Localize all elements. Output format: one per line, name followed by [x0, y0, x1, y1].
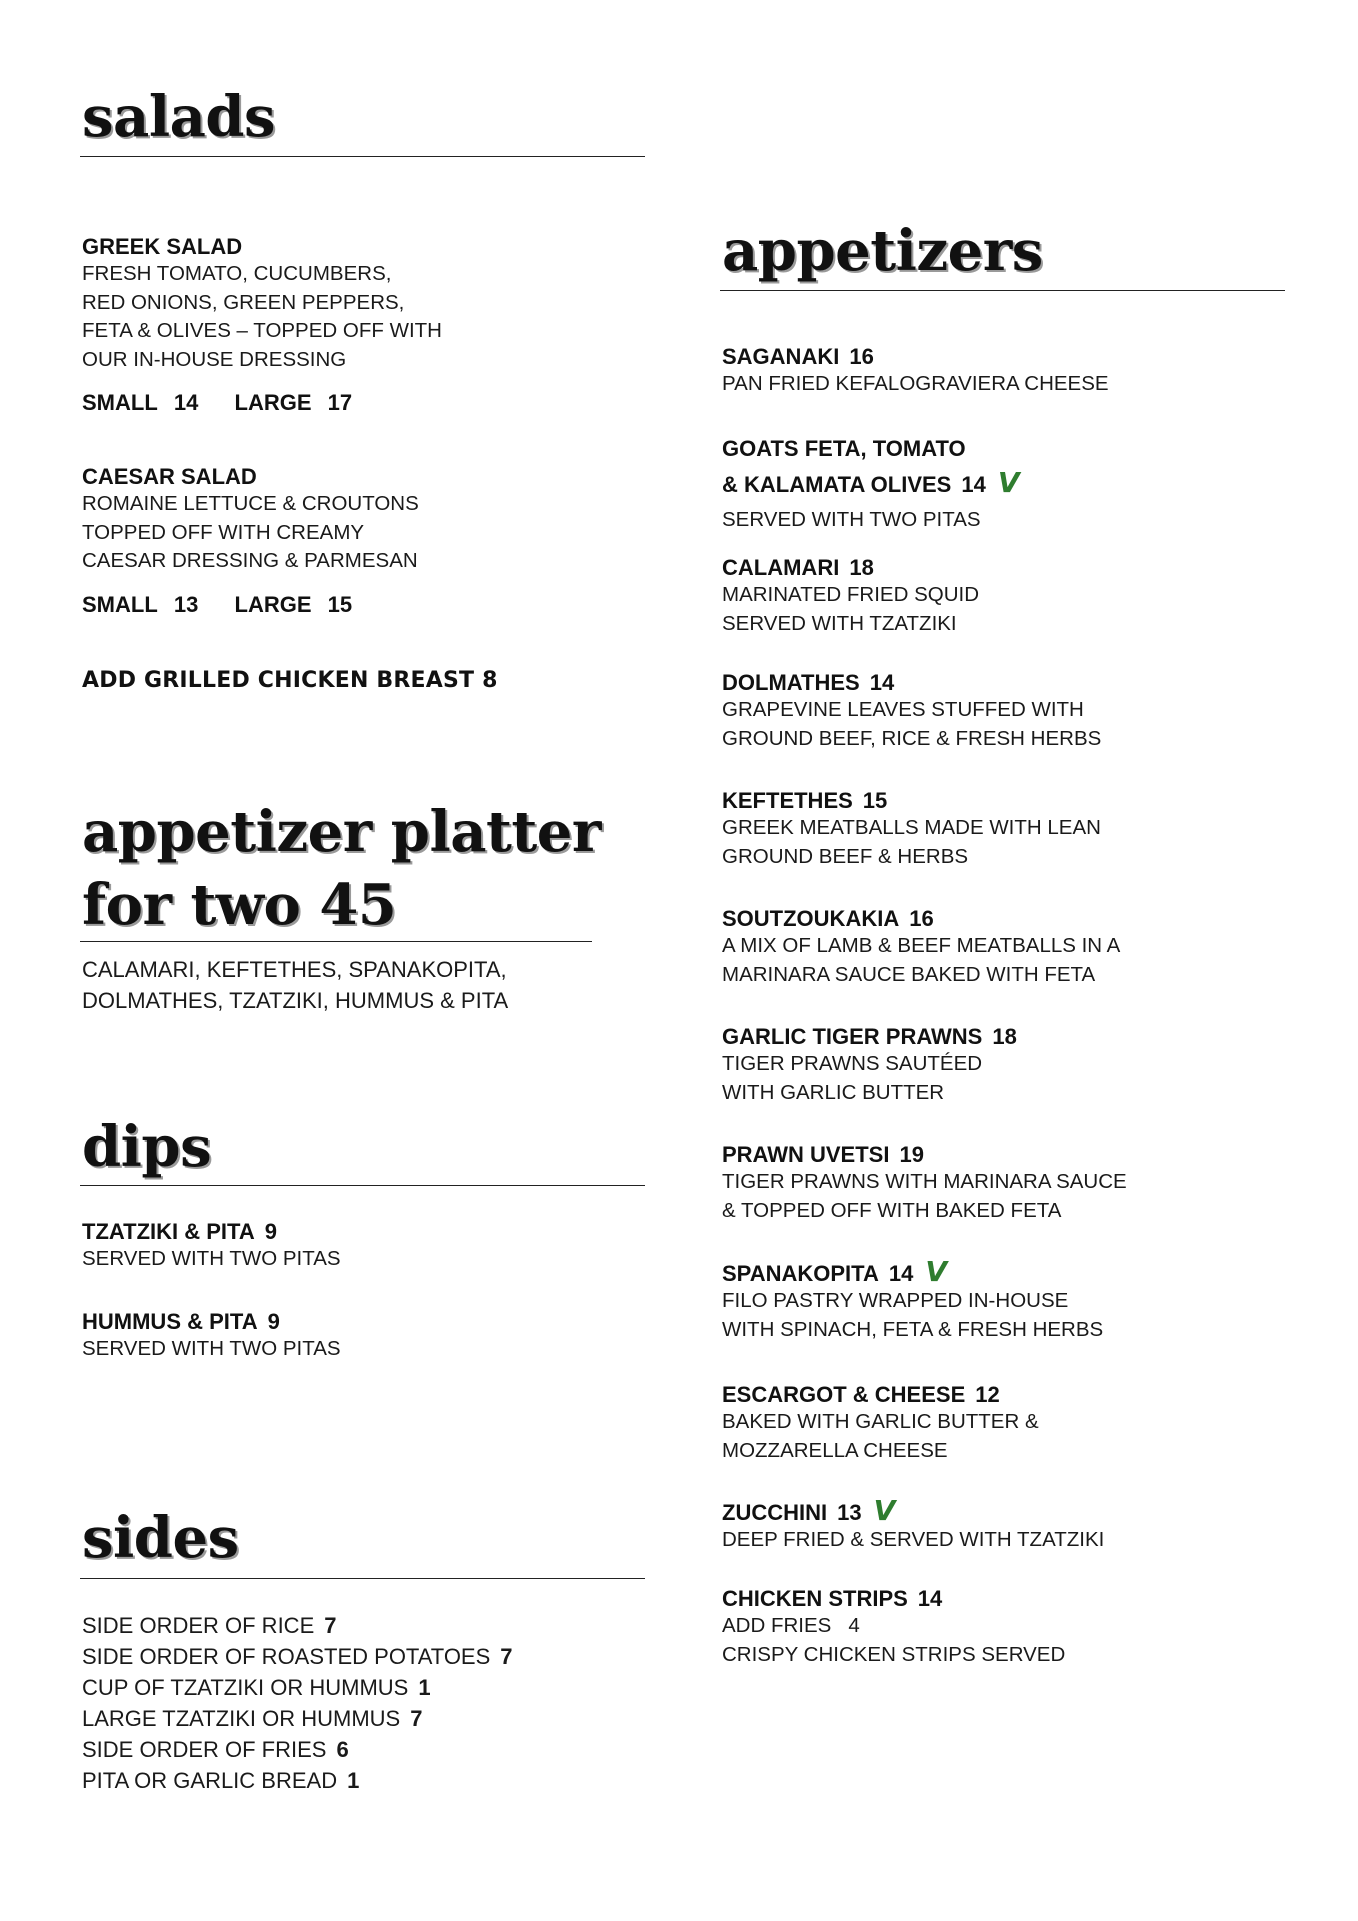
platter-desc-1: CALAMARI, KEFTETHES, SPANAKOPITA,	[82, 957, 507, 982]
appetizer-title: ESCARGOT & CHEESE	[722, 1382, 966, 1407]
appetizer-price: 16	[909, 906, 934, 931]
salads-divider	[80, 156, 645, 157]
side-price: 7	[500, 1644, 513, 1669]
side-label: SIDE ORDER OF RICE	[82, 1613, 315, 1638]
appetizer-desc: SERVED WITH TWO PITAS	[722, 508, 981, 531]
side-item	[82, 1765, 513, 1796]
side-price: 1	[347, 1768, 360, 1793]
appetizer-title: CHICKEN STRIPS	[722, 1586, 908, 1611]
vegetarian-icon: V	[873, 1494, 896, 1527]
appetizer-title: SPANAKOPITA	[722, 1261, 879, 1286]
appetizer-price: 13	[837, 1500, 862, 1525]
caesar-large-price: 15	[327, 591, 353, 617]
caesar-small-label: SMALL	[82, 591, 158, 617]
greek-large-price: 17	[327, 390, 353, 415]
appetizer-prawn-uvetsi	[722, 1142, 1127, 1225]
appetizer-title: KEFTETHES	[722, 788, 853, 813]
appetizer-price: 15	[862, 788, 888, 813]
appetizer-desc: WITH GARLIC BUTTER	[722, 1080, 945, 1104]
dip-price: 9	[267, 1309, 280, 1334]
greek-salad-desc-4: OUR IN-HOUSE DRESSING	[82, 347, 347, 371]
appetizer-desc: TIGER PRAWNS SAUTÉED	[722, 1052, 983, 1075]
appetizer-goats-feta	[722, 431, 1020, 535]
caesar-large-label: LARGE	[234, 591, 312, 617]
dip-desc: SERVED WITH TWO PITAS	[82, 1247, 341, 1270]
appetizer-desc: SERVED WITH TZATZIKI	[722, 611, 957, 635]
appetizer-desc: TIGER PRAWNS WITH MARINARA SAUCE	[722, 1170, 1127, 1193]
appetizer-chicken-strips	[722, 1586, 1065, 1669]
side-item	[82, 1672, 513, 1703]
side-item	[82, 1610, 513, 1641]
appetizer-desc: WITH SPINACH, FETA & FRESH HERBS	[722, 1317, 1104, 1341]
dip-price: 9	[264, 1219, 277, 1244]
appetizer-garlic-prawns	[722, 1024, 1017, 1107]
side-label: CUP OF TZATZIKI OR HUMMUS	[82, 1675, 409, 1700]
appetizer-desc: GREEK MEATBALLS MADE WITH LEAN	[722, 816, 1101, 839]
appetizer-price: 18	[992, 1024, 1017, 1049]
side-label: SIDE ORDER OF FRIES	[82, 1737, 327, 1762]
appetizer-title: CALAMARI	[722, 555, 840, 580]
appetizer-desc: & TOPPED OFF WITH BAKED FETA	[722, 1198, 1062, 1222]
appetizer-desc: MARINATED FRIED SQUID	[722, 583, 980, 606]
dip-title: TZATZIKI & PITA	[82, 1219, 255, 1244]
greek-large-label: LARGE	[234, 390, 312, 415]
side-price: 7	[324, 1613, 337, 1638]
sides-heading: sides	[82, 1505, 239, 1571]
appetizer-title: SOUTZOUKAKIA	[722, 906, 900, 931]
appetizers-heading: appetizers	[722, 218, 1043, 284]
appetizer-desc: CRISPY CHICKEN STRIPS SERVED	[722, 1642, 1066, 1666]
platter-heading-line2: for two 45	[82, 872, 397, 938]
appetizer-title: GARLIC TIGER PRAWNS	[722, 1024, 983, 1049]
appetizer-desc: GRAPEVINE LEAVES STUFFED WITH	[722, 698, 1084, 721]
appetizer-desc: FILO PASTRY WRAPPED IN-HOUSE	[722, 1289, 1069, 1312]
appetizer-desc: BAKED WITH GARLIC BUTTER &	[722, 1410, 1039, 1433]
appetizer-spanakopita	[722, 1255, 1104, 1344]
appetizer-price: 14	[917, 1586, 943, 1611]
appetizer-price: 14	[961, 472, 986, 497]
sides-list	[82, 1610, 513, 1796]
caesar-salad-desc-3: CAESAR DRESSING & PARMESAN	[82, 549, 418, 572]
appetizer-saganaki	[722, 344, 1109, 399]
appetizer-desc: PAN FRIED KEFALOGRAVIERA CHEESE	[722, 372, 1109, 395]
appetizer-desc: ADD FRIES 4	[722, 1614, 860, 1637]
greek-salad-item	[82, 234, 442, 416]
greek-salad-desc-1: FRESH TOMATO, CUCUMBERS,	[82, 262, 392, 285]
platter-heading-line1: appetizer platter	[82, 799, 601, 865]
chicken-addon: ADD GRILLED CHICKEN BREAST 8	[82, 668, 498, 693]
side-label: LARGE TZATZIKI OR HUMMUS	[82, 1706, 401, 1731]
appetizer-soutzoukakia	[722, 906, 1120, 989]
salads-heading: salads	[82, 84, 276, 150]
appetizer-title: SAGANAKI	[722, 344, 840, 369]
side-item	[82, 1641, 513, 1672]
appetizer-title: & KALAMATA OLIVES	[722, 472, 952, 497]
caesar-salad-desc-1: ROMAINE LETTUCE & CROUTONS	[82, 492, 419, 515]
side-label: PITA OR GARLIC BREAD	[82, 1768, 338, 1793]
sides-divider	[80, 1578, 645, 1579]
appetizer-desc: DEEP FRIED & SERVED WITH TZATZIKI	[722, 1528, 1105, 1551]
dips-heading: dips	[82, 1114, 212, 1180]
caesar-salad-title: CAESAR SALAD	[82, 464, 257, 489]
appetizer-price: 14	[869, 670, 895, 695]
appetizer-title-line1: GOATS FETA, TOMATO	[722, 436, 966, 461]
dips-divider	[80, 1185, 645, 1186]
greek-salad-desc-2: RED ONIONS, GREEN PEPPERS,	[82, 290, 405, 314]
side-price: 7	[410, 1706, 423, 1731]
appetizer-escargot	[722, 1382, 1039, 1465]
appetizer-title: DOLMATHES	[722, 670, 860, 695]
greek-salad-desc-3: FETA & OLIVES – TOPPED OFF WITH	[82, 319, 442, 342]
caesar-salad-item	[82, 464, 419, 618]
appetizer-price: 14	[888, 1261, 914, 1286]
appetizer-desc: A MIX OF LAMB & BEEF MEATBALLS IN A	[722, 934, 1121, 957]
appetizer-price: 18	[849, 555, 874, 580]
appetizer-title: ZUCCHINI	[722, 1500, 828, 1525]
side-price: 1	[418, 1675, 431, 1700]
side-label: SIDE ORDER OF ROASTED POTATOES	[82, 1644, 491, 1669]
side-price: 6	[336, 1737, 349, 1762]
appetizer-price: 19	[899, 1142, 924, 1167]
platter-desc	[82, 954, 508, 1016]
appetizer-zucchini	[722, 1494, 1105, 1555]
appetizer-desc: GROUND BEEF & HERBS	[722, 844, 969, 868]
side-item	[82, 1734, 513, 1765]
appetizer-price: 16	[849, 344, 874, 369]
appetizer-desc: MARINARA SAUCE BAKED WITH FETA	[722, 962, 1096, 986]
greek-salad-sizes	[82, 390, 442, 416]
appetizer-calamari	[722, 555, 979, 638]
platter-divider	[80, 941, 592, 942]
dip-desc: SERVED WITH TWO PITAS	[82, 1337, 341, 1360]
caesar-salad-desc-2: TOPPED OFF WITH CREAMY	[82, 520, 365, 544]
appetizer-desc: GROUND BEEF, RICE & FRESH HERBS	[722, 726, 1102, 750]
appetizers-divider	[720, 290, 1285, 291]
appetizer-price: 12	[975, 1382, 1000, 1407]
greek-small-price: 14	[173, 390, 199, 415]
greek-small-label: SMALL	[82, 390, 158, 415]
dip-item-tzatziki	[82, 1219, 341, 1274]
platter-desc-2: DOLMATHES, TZATZIKI, HUMMUS & PITA	[82, 988, 509, 1013]
greek-salad-title: GREEK SALAD	[82, 234, 243, 259]
vegetarian-icon: V	[925, 1255, 948, 1288]
dip-title: HUMMUS & PITA	[82, 1309, 258, 1334]
caesar-small-price: 13	[173, 591, 199, 617]
appetizer-title: PRAWN UVETSI	[722, 1142, 890, 1167]
appetizer-dolmathes	[722, 670, 1101, 753]
dip-item-hummus	[82, 1309, 341, 1364]
appetizer-keftethes	[722, 788, 1101, 871]
caesar-salad-sizes	[82, 592, 419, 618]
appetizer-desc: MOZZARELLA CHEESE	[722, 1438, 948, 1462]
side-item	[82, 1703, 513, 1734]
vegetarian-icon: V	[997, 466, 1020, 499]
